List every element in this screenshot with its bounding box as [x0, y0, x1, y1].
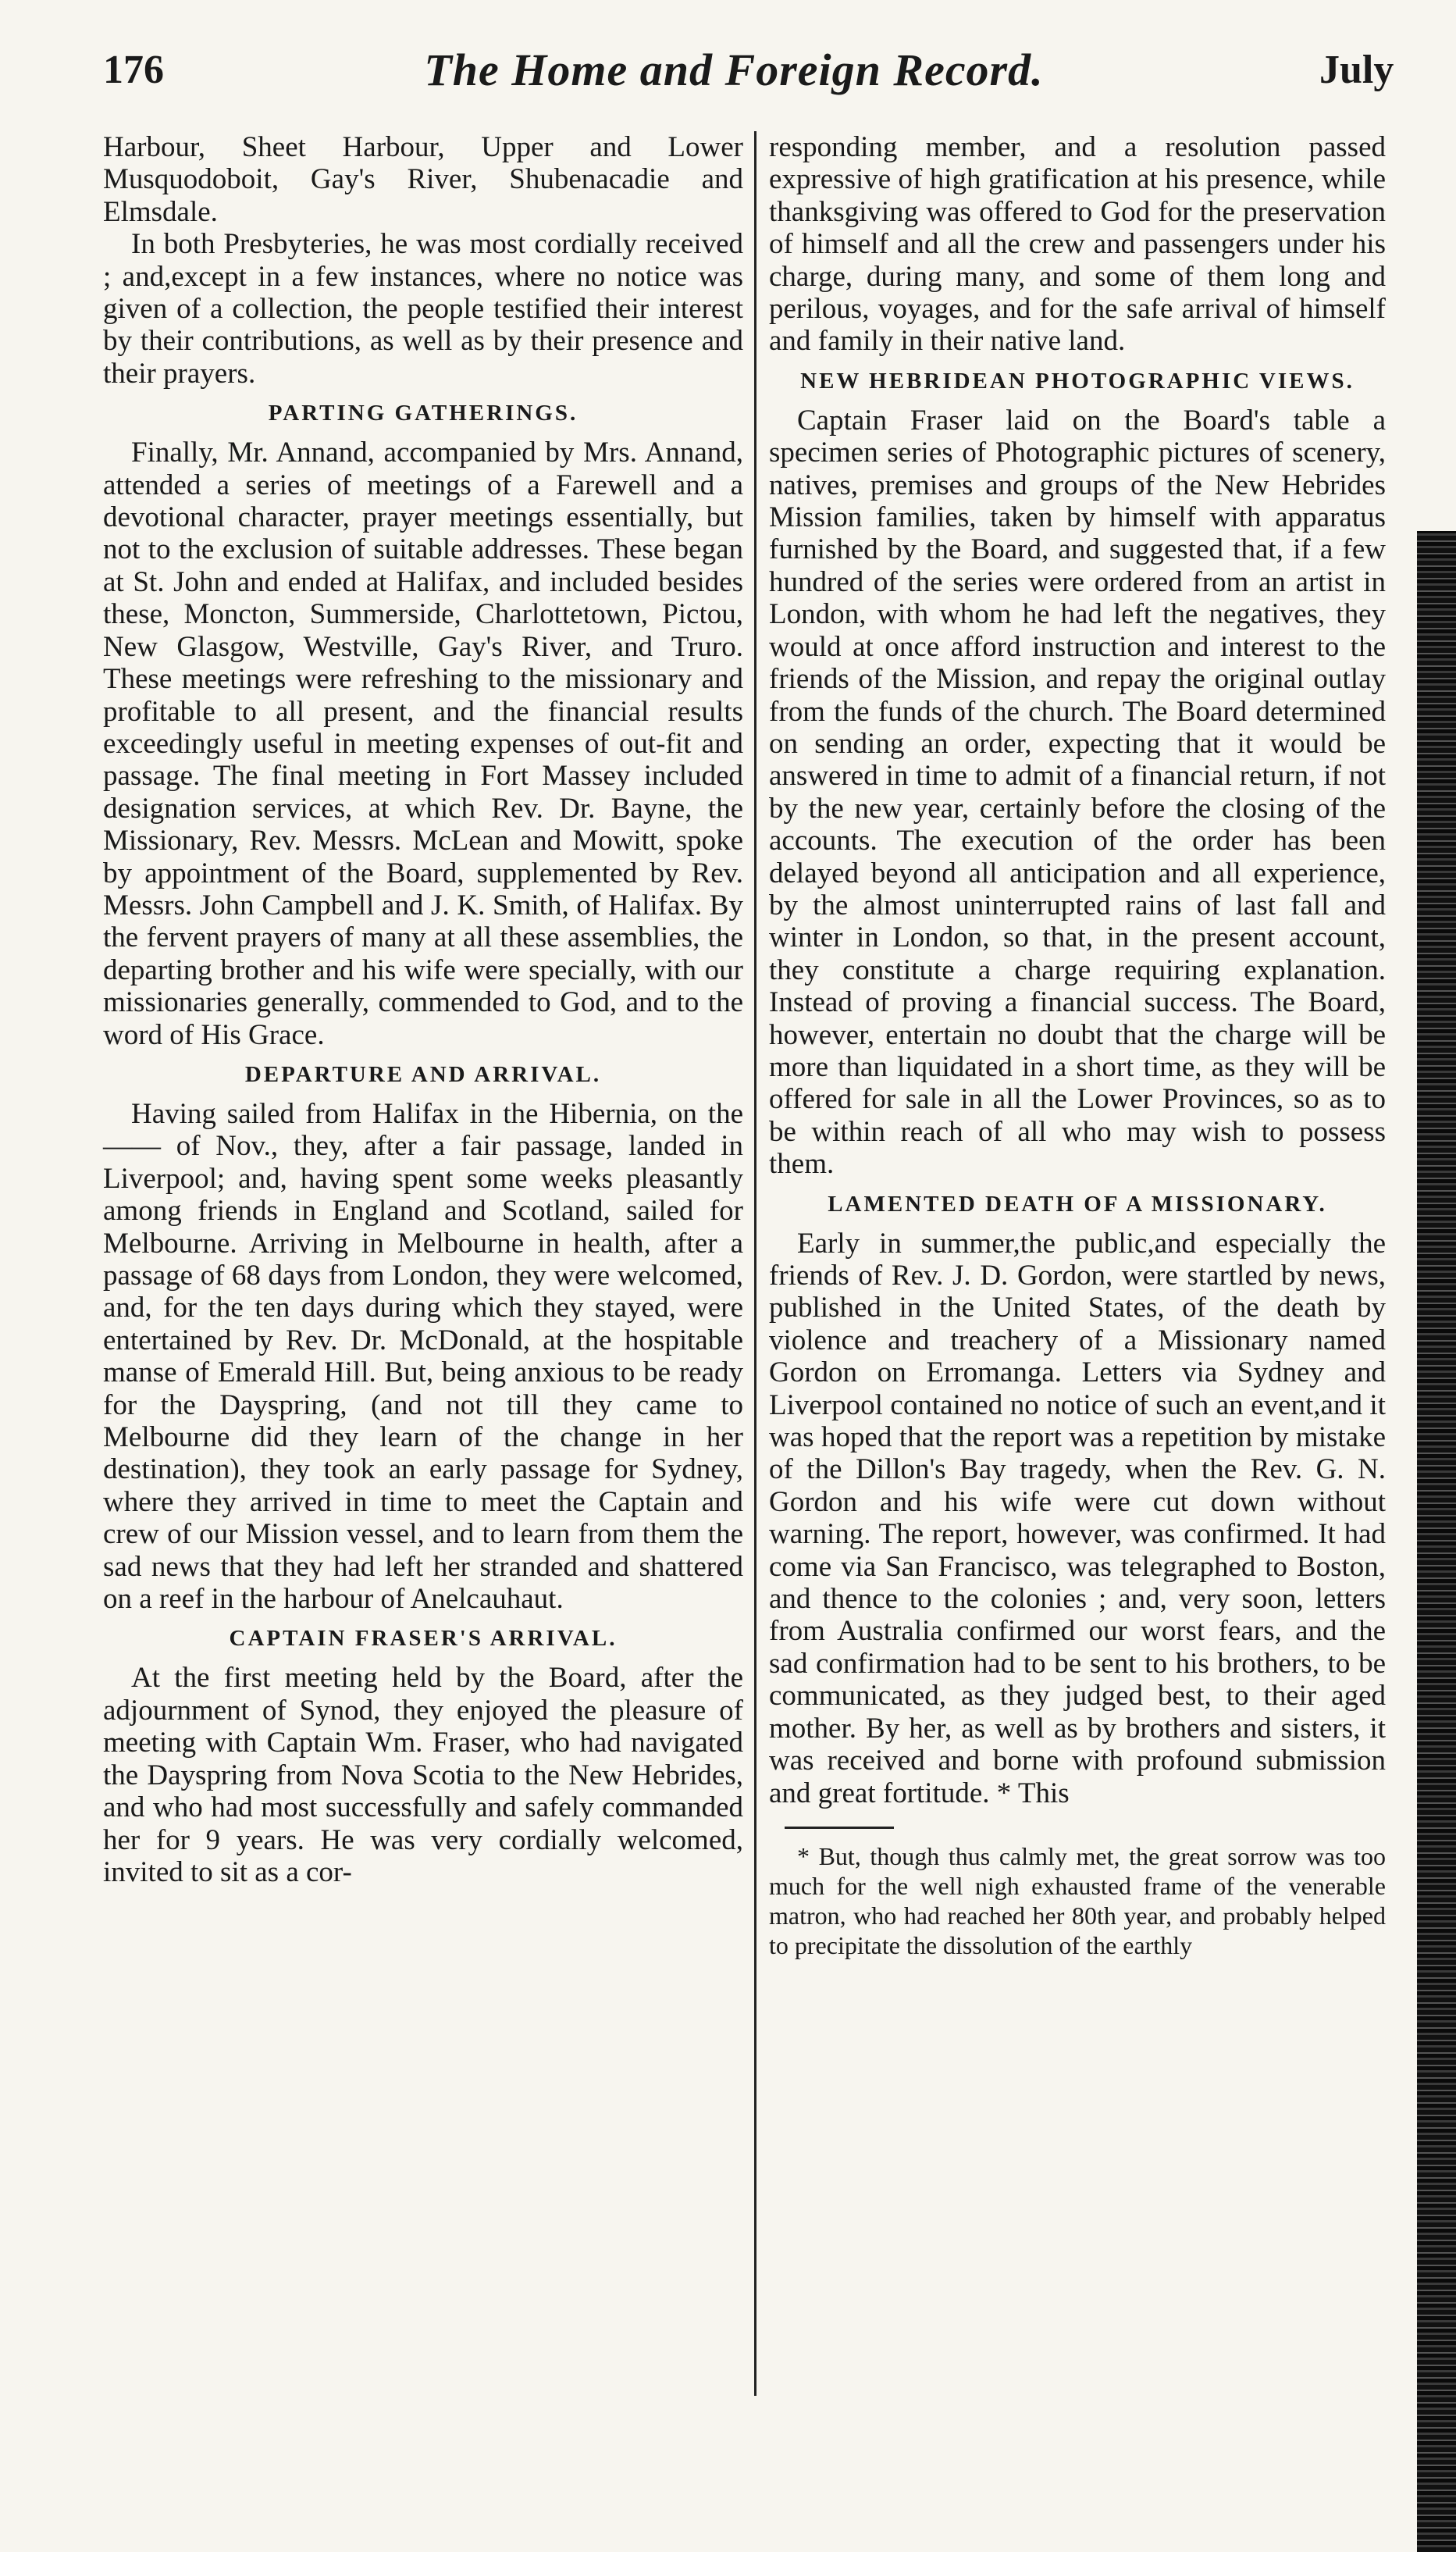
left-paragraph: Harbour, Sheet Harbour, Upper and Lower Musquodoboit, Gay's River, Shubenacadie and Elmsdale.: [103, 131, 743, 228]
issue-month: July: [1319, 48, 1394, 92]
right-section-heading: NEW HEBRIDEAN PHOTOGRAPHIC VIEWS.: [800, 368, 1355, 394]
page-number: 176: [103, 48, 164, 92]
right-paragraph: Captain Fraser laid on the Board's table a specimen series of Photographic pictures of scenery, natives, premises and groups of the New Hebrides Mission families, taken by himself with apparatus furnished by the Board, and suggested that, if a few hundred of the series were ordered from an artist in London, with whom he had left the negatives, they would at once afford instruction and interest to the friends of the Mission, and repay the original outlay from the funds of the church. The Board determined on sending an order, expecting that it would be answered in time to admit of a financial return, if not by the new year, certainly before the closing of the accounts. The execution of the order has been delayed beyond all anticipation and all experience, by the almost uninterrupted rains of last fall and winter in London, so that, in the present account, they constitute a charge requiring explanation. Instead of proving a financial success. The Board, however, entertain no doubt that the charge will be more than liquidated in a short time, as they will be offered for sale in all the Lower Provinces, so as to be within reach of all who may wish to possess them.: [769, 404, 1386, 1181]
footnote: * But, though thus calmly met, the great sorrow was too much for the well nigh exhausted frame of the venerable matron, who had reached her 80th year, and probably helped to precipitate the dissolution of the earthly: [769, 1841, 1386, 1959]
column-divider: [754, 131, 756, 2396]
left-column: [103, 131, 743, 1888]
left-paragraph: Finally, Mr. Annand, accompanied by Mrs. Annand, attended a series of meetings of a Farewell and a devotional character, prayer meetings essentially, but not to the exclusion of suitable addresses. These began at St. John and ended at Halifax, and included besides these, Moncton, Summerside, Charlottetown, Pictou, New Glasgow, Westville, Gay's River, and Truro. These meetings were refreshing to the missionary and profitable to all present, and the financial results exceedingly useful in meeting expenses of out-fit and passage. The final meeting in Fort Massey included designation services, at which Rev. Dr. Bayne, the Missionary, Rev. Messrs. McLean and Mowitt, spoke by appointment of the Board, supplemented by Rev. Messrs. John Campbell and J. K. Smith, of Halifax. By the fervent prayers of many at all these assemblies, the departing brother and his wife were specially, with our missionaries generally, commended to God, and to the word of His Grace.: [103, 437, 743, 1051]
left-section-heading: PARTING GATHERINGS.: [268, 401, 578, 426]
right-section-heading: LAMENTED DEATH OF A MISSIONARY.: [828, 1191, 1327, 1217]
right-paragraph: responding member, and a resolution passed expressive of high gratification at his presence, while thanksgiving was offered to God for the preservation of himself and all the crew and passengers under his charge, during many, and some of them long and perilous, voyages, and for the safe arrival of himself and family in their native land.: [769, 131, 1386, 358]
left-paragraph: Having sailed from Halifax in the Hibernia, on the —— of Nov., they, after a fair passage, landed in Liverpool; and, having spent some weeks pleasantly among friends in England and Scotland, sailed for Melbourne. Arriving in Melbourne in health, after a passage of 68 days from London, they were welcomed, and, for the ten days during which they stayed, were entertained by Rev. Dr. McDonald, at the hospitable manse of Emerald Hill. But, being anxious to be ready for the Dayspring, (and not till they came to Melbourne did they learn of the change in her destination), they took an early passage for Sydney, where they arrived in time to meet the Captain and crew of our Mission vessel, and to learn from them the sad news that they had left her stranded and shattered on a reef in the harbour of Anelcauhaut.: [103, 1097, 743, 1616]
left-section-heading: CAPTAIN FRASER'S ARRIVAL.: [229, 1626, 618, 1652]
left-section-heading: DEPARTURE AND ARRIVAL.: [244, 1061, 602, 1087]
right-paragraph: Early in summer,the public,and especially the friends of Rev. J. D. Gordon, were startled by news, published in the United States, of the death by violence and treachery of a Missionary named Gordon on Erromanga. Letters via Sydney and Liverpool contained no notice of such an event,and it was hoped that the report was a repetition by mistake of the Dillon's Bay tragedy, when the Rev. G. N. Gordon and his wife were cut down without warning. The report, however, was confirmed. It had come via San Francisco, was telegraphed to Boston, and thence to the colonies ; and, very soon, letters from Australia confirmed our worst fears, and the sad confirmation had to be sent to his brothers, to be communicated, as they judged best, to their aged mother. By her, as well as by brothers and sisters, it was received and borne with profound submission and great fortitude. * This: [769, 1227, 1386, 1809]
scan-edge-strip: [1417, 531, 1456, 2552]
left-paragraph: In both Presbyteries, he was most cordially received ; and,except in a few instances, where no notice was given of a collection, the people testified their interest by their contributions, as well as by their presence and their prayers.: [103, 228, 743, 390]
footnote-rule: [785, 1827, 894, 1829]
right-column: [769, 131, 1386, 1960]
page-header: [0, 0, 1456, 117]
running-title: The Home and Foreign Record.: [424, 45, 1044, 95]
left-paragraph: At the first meeting held by the Board, after the adjournment of Synod, they enjoyed the pleasure of meeting with Captain Wm. Fraser, who had navigated the Dayspring from Nova Scotia to the New Hebrides, and who had most successfully and safely commanded her for 9 years. He was very cordially welcomed, invited to sit as a cor-: [103, 1662, 743, 1888]
